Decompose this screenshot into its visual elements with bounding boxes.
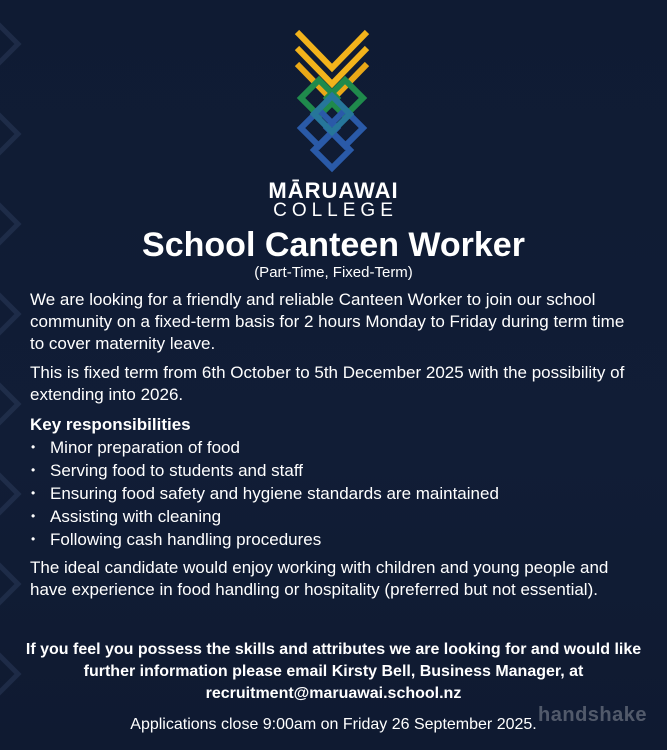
contact-callout: If you feel you possess the skills and attributes we are looking for and would like further information please email Kirsty Bell, Business Manager, at recruitment@maruawai.school.nz [25, 641, 642, 702]
page-title: School Canteen Worker [142, 226, 525, 264]
brand-subtitle: COLLEGE [273, 200, 398, 221]
side-pattern-decoration [0, 0, 26, 750]
watermark-logo: handshake [538, 704, 647, 726]
job-type-subtitle: (Part-Time, Fixed-Term) [254, 264, 413, 281]
job-description [30, 289, 640, 608]
list-item: • Minor preparation of food [30, 436, 640, 459]
responsibilities-heading: Key responsibilities [30, 415, 191, 434]
college-logo-icon [291, 28, 373, 174]
list-item: • Following cash handling procedures [30, 528, 640, 551]
list-item: • Serving food to students and staff [30, 459, 640, 482]
list-item: • Assisting with cleaning [30, 505, 640, 528]
term-paragraph: This is fixed term from 6th October to 5th December 2025 with the possibility of extending into 2026. [30, 363, 625, 404]
brand-name: MĀRUAWAI [268, 178, 399, 203]
ideal-candidate-paragraph: The ideal candidate would enjoy working with children and young people and have experience in food handling or hospitality (preferred but not essential). [30, 558, 609, 599]
intro-paragraph: We are looking for a friendly and reliable Canteen Worker to join our school community on a fixed-term basis for 2 hours Monday to Friday during term time to cover maternity leave. [30, 290, 625, 353]
closing-date: Applications close 9:00am on Friday 26 September 2025. [130, 716, 537, 733]
responsibilities-list [30, 436, 640, 551]
list-item: • Ensuring food safety and hygiene standards are maintained [30, 482, 640, 505]
